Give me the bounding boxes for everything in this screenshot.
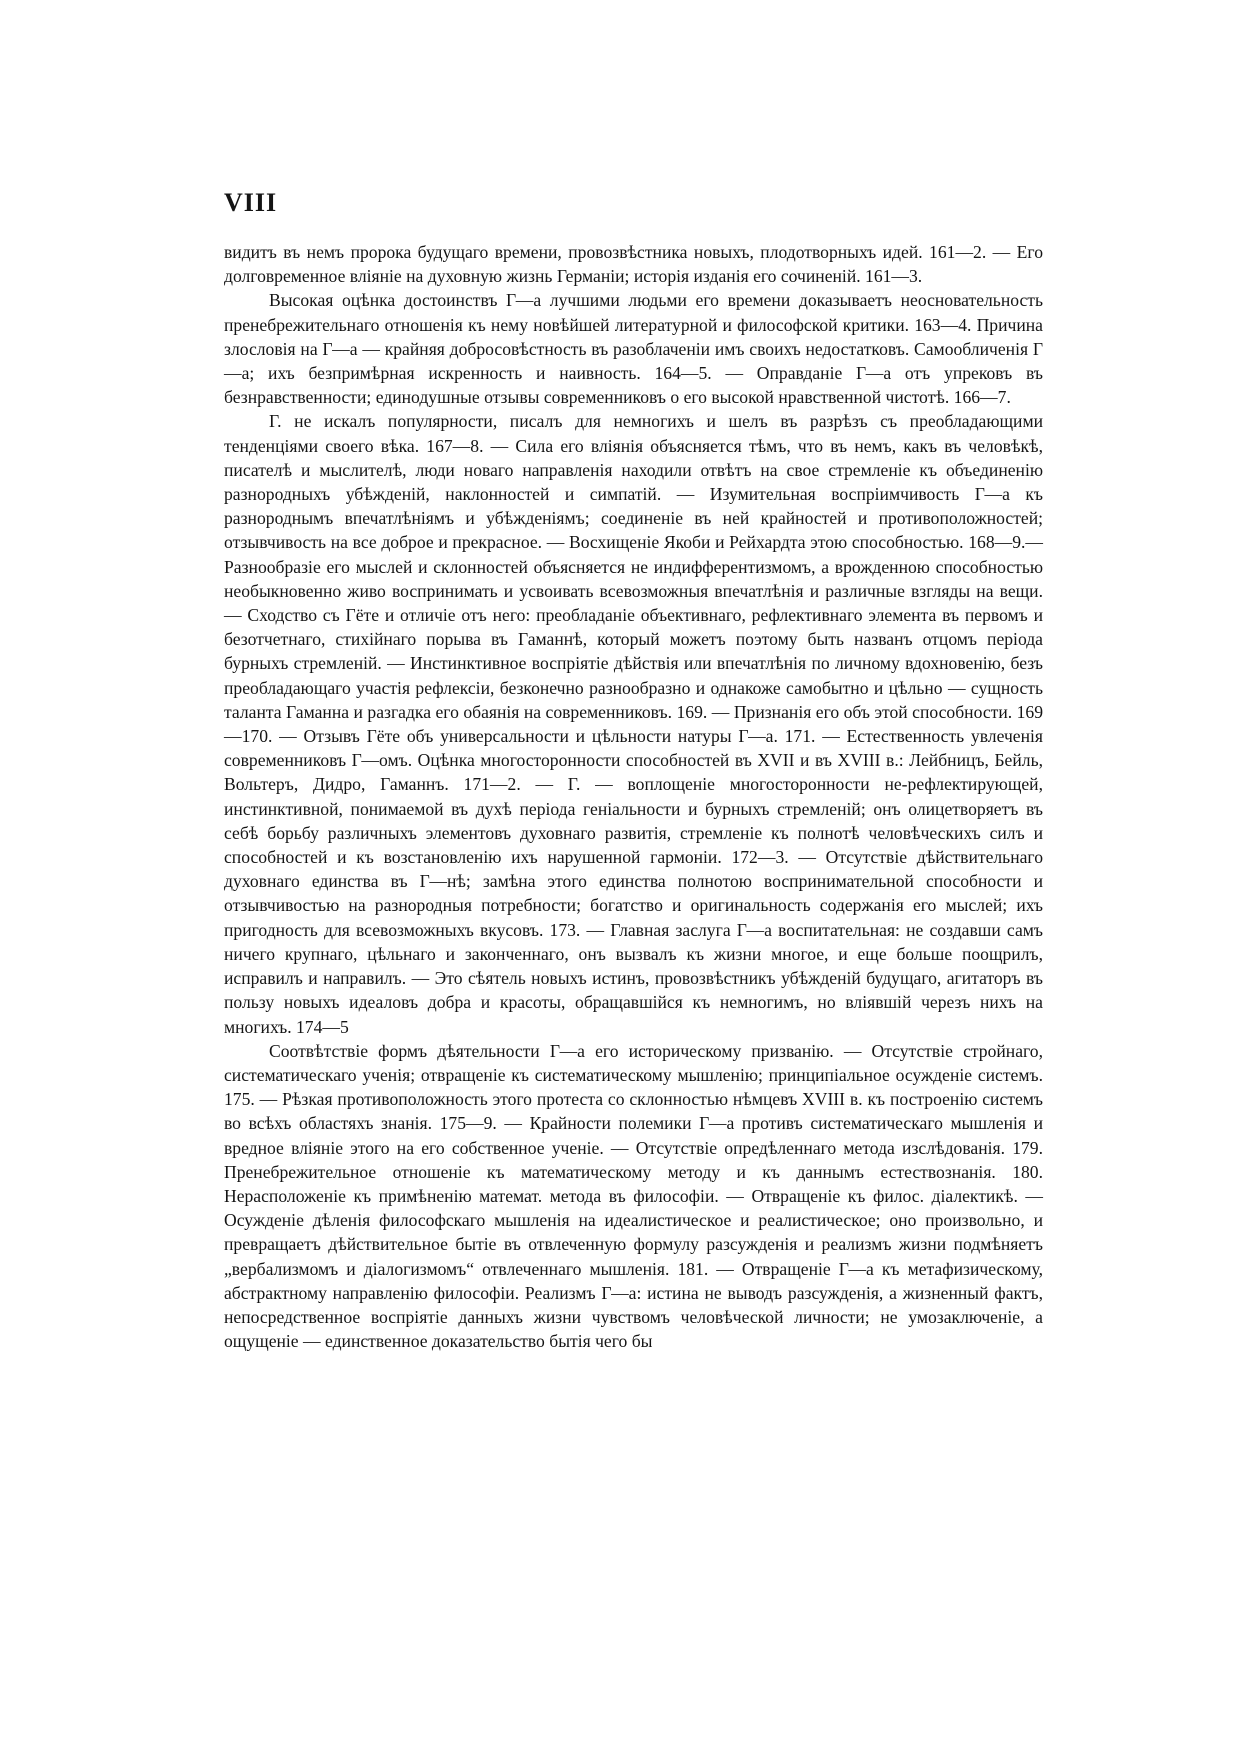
page-number: VIII [224,188,278,217]
paragraph-popularity: Г. не искалъ популярности, писалъ для немногихъ и шелъ въ разрѣзъ съ преобладающими тенденціями своего вѣка. 167—8. — Сила его вліянія объясняется тѣмъ, что въ немъ, какъ въ человѣкѣ, писателѣ и мыслителѣ, люди новаго направленія находили отвѣтъ на свое стремленіе къ объединенію разнородныхъ убѣжденій, наклонностей и симпатій. — Изумительная воспріимчивость Г—а къ разнороднымъ впечатлѣніямъ и убѣжденіямъ; соединеніе въ ней крайностей и противоположностей; отзывчивость на все доброе и прекрасное. — Восхищеніе Якоби и Рейхардта этою способностью. 168—9.— Разнообразіе его мыслей и склонностей объясняется не индифферентизмомъ, а врожденною способностью необыкновенно живо воспринимать и усвоивать всевозможныя впечатлѣнія и различные взгляды на вещи. — Сходство съ Гёте и отличіе отъ него: преобладаніе объективнаго, рефлективнаго элемента въ первомъ и безотчетнаго, стихійнаго порыва въ Гаманнѣ, который можетъ поэтому быть названъ отцомъ періода бурныхъ стремленій. — Инстинктивное воспріятіе дѣйствія или впечатлѣнія по личному вдохновенію, безъ преобладающаго участія рефлексіи, безконечно разнообразно и однакоже самобытно и цѣльно — сущность таланта Гаманна и разгадка его обаянія на современниковъ. 169. — Признанія его объ этой способности. 169—170. — Отзывъ Гёте объ универсальности и цѣльности натуры Г—а. 171. — Естественность увлеченія современниковъ Г—омъ. Оцѣнка многосторонности способностей въ XVII и въ XVIII в.: Лейбницъ, Бейль, Вольтеръ, Дидро, Гаманнъ. 171—2. — Г. — воплощеніе многосторонности не-рефлектирующей, инстинктивной, понимаемой въ духѣ періода геніальности и бурныхъ стремленій; онъ олицетворяетъ въ себѣ борьбу различныхъ элементовъ духовнаго развитія, стремленіе къ полнотѣ человѣческихъ силъ и способностей и къ возстановленію ихъ нарушенной гармоніи. 172—3. — Отсутствіе дѣйствительнаго духовнаго единства въ Г—нѣ; замѣна этого единства полнотою воспринимательной способности и отзывчивостью на разнородныя потребности; богатство и оригинальность содержанія его мыслей; ихъ пригодность для всевозможныхъ вкусовъ. 173. — Главная заслуга Г—а воспитательная: не создавши самъ ничего крупнаго, цѣльнаго и законченнаго, онъ вызвалъ къ жизни многое, и еще больше поощрилъ, исправилъ и направилъ. — Это сѣятель новыхъ истинъ, провозвѣстникъ убѣжденій будущаго, агитаторъ въ пользу новыхъ идеаловъ добра и красоты, обращавшійся къ немногимъ, но вліявшій черезъ нихъ на многихъ. 174—5 [224,411,1043,1037]
paragraph-assessment: Высокая оцѣнка достоинствъ Г—а лучшими людьми его времени доказываетъ неосновательность пренебрежительнаго отношенія къ нему новѣйшей литературной и философской критики. 163—4. Причина злословія на Г—а — крайняя добросовѣстность въ разоблаченіи имъ своихъ недостатковъ. Самообличенія Г—а; ихъ безпримѣрная искренность и наивность. 164—5. — Оправданіе Г—а отъ упрековъ въ безнравственности; единодушные отзывы современниковъ о его высокой нравственной чистотѣ. 166—7. [224,290,1043,408]
paragraph-forms-of-activity: Соотвѣтствіе формъ дѣятельности Г—а его историческому призванію. — Отсутствіе стройнаго, систематическаго ученія; отвращеніе къ систематическому мышленію; принципіальное осужденіе системъ. 175. — Рѣзкая противоположность этого протеста со склонностью нѣмцевъ XVIII в. къ построенію системъ во всѣхъ областяхъ знанія. 175—9. — Крайности полемики Г—а противъ систематическаго мышленія и вредное вліяніе этого на его собственное ученіе. — Отсутствіе опредѣленнаго метода изслѣдованія. 179. Пренебрежительное отношеніе къ математическому методу и къ даннымъ естествознанія. 180. Нерасположеніе къ примѣненію математ. метода въ философіи. — Отвращеніе къ филос. діалектикѣ. — Осужденіе дѣленія философскаго мышленія на идеалистическое и реалистическое; оно произвольно, и превращаетъ дѣйствительное бытіе въ отвлеченную формулу разсужденія и реализмъ жизни подмѣняетъ „вербализмомъ и діалогизмомъ“ отвлеченнаго мышленія. 181. — Отвращеніе Г—а къ метафизическому, абстрактному направленію философіи. Реализмъ Г—а: истина не выводъ разсужденія, а жизненный фактъ, непосредственное воспріятіе данныхъ жизни чувствомъ человѣческой личности; не умозаключеніе, а ощущеніе — единственное доказательство бытія чего бы [224,1040,1043,1352]
paragraph-continuation: видитъ въ немъ пророка будущаго времени, провозвѣстника новыхъ, плодотворныхъ идей. 161—2. — Его долговременное вліяніе на духовную жизнь Германіи; исторія изданія его сочиненій. 161—3. [224,242,1043,287]
body-text [224,240,1043,1353]
